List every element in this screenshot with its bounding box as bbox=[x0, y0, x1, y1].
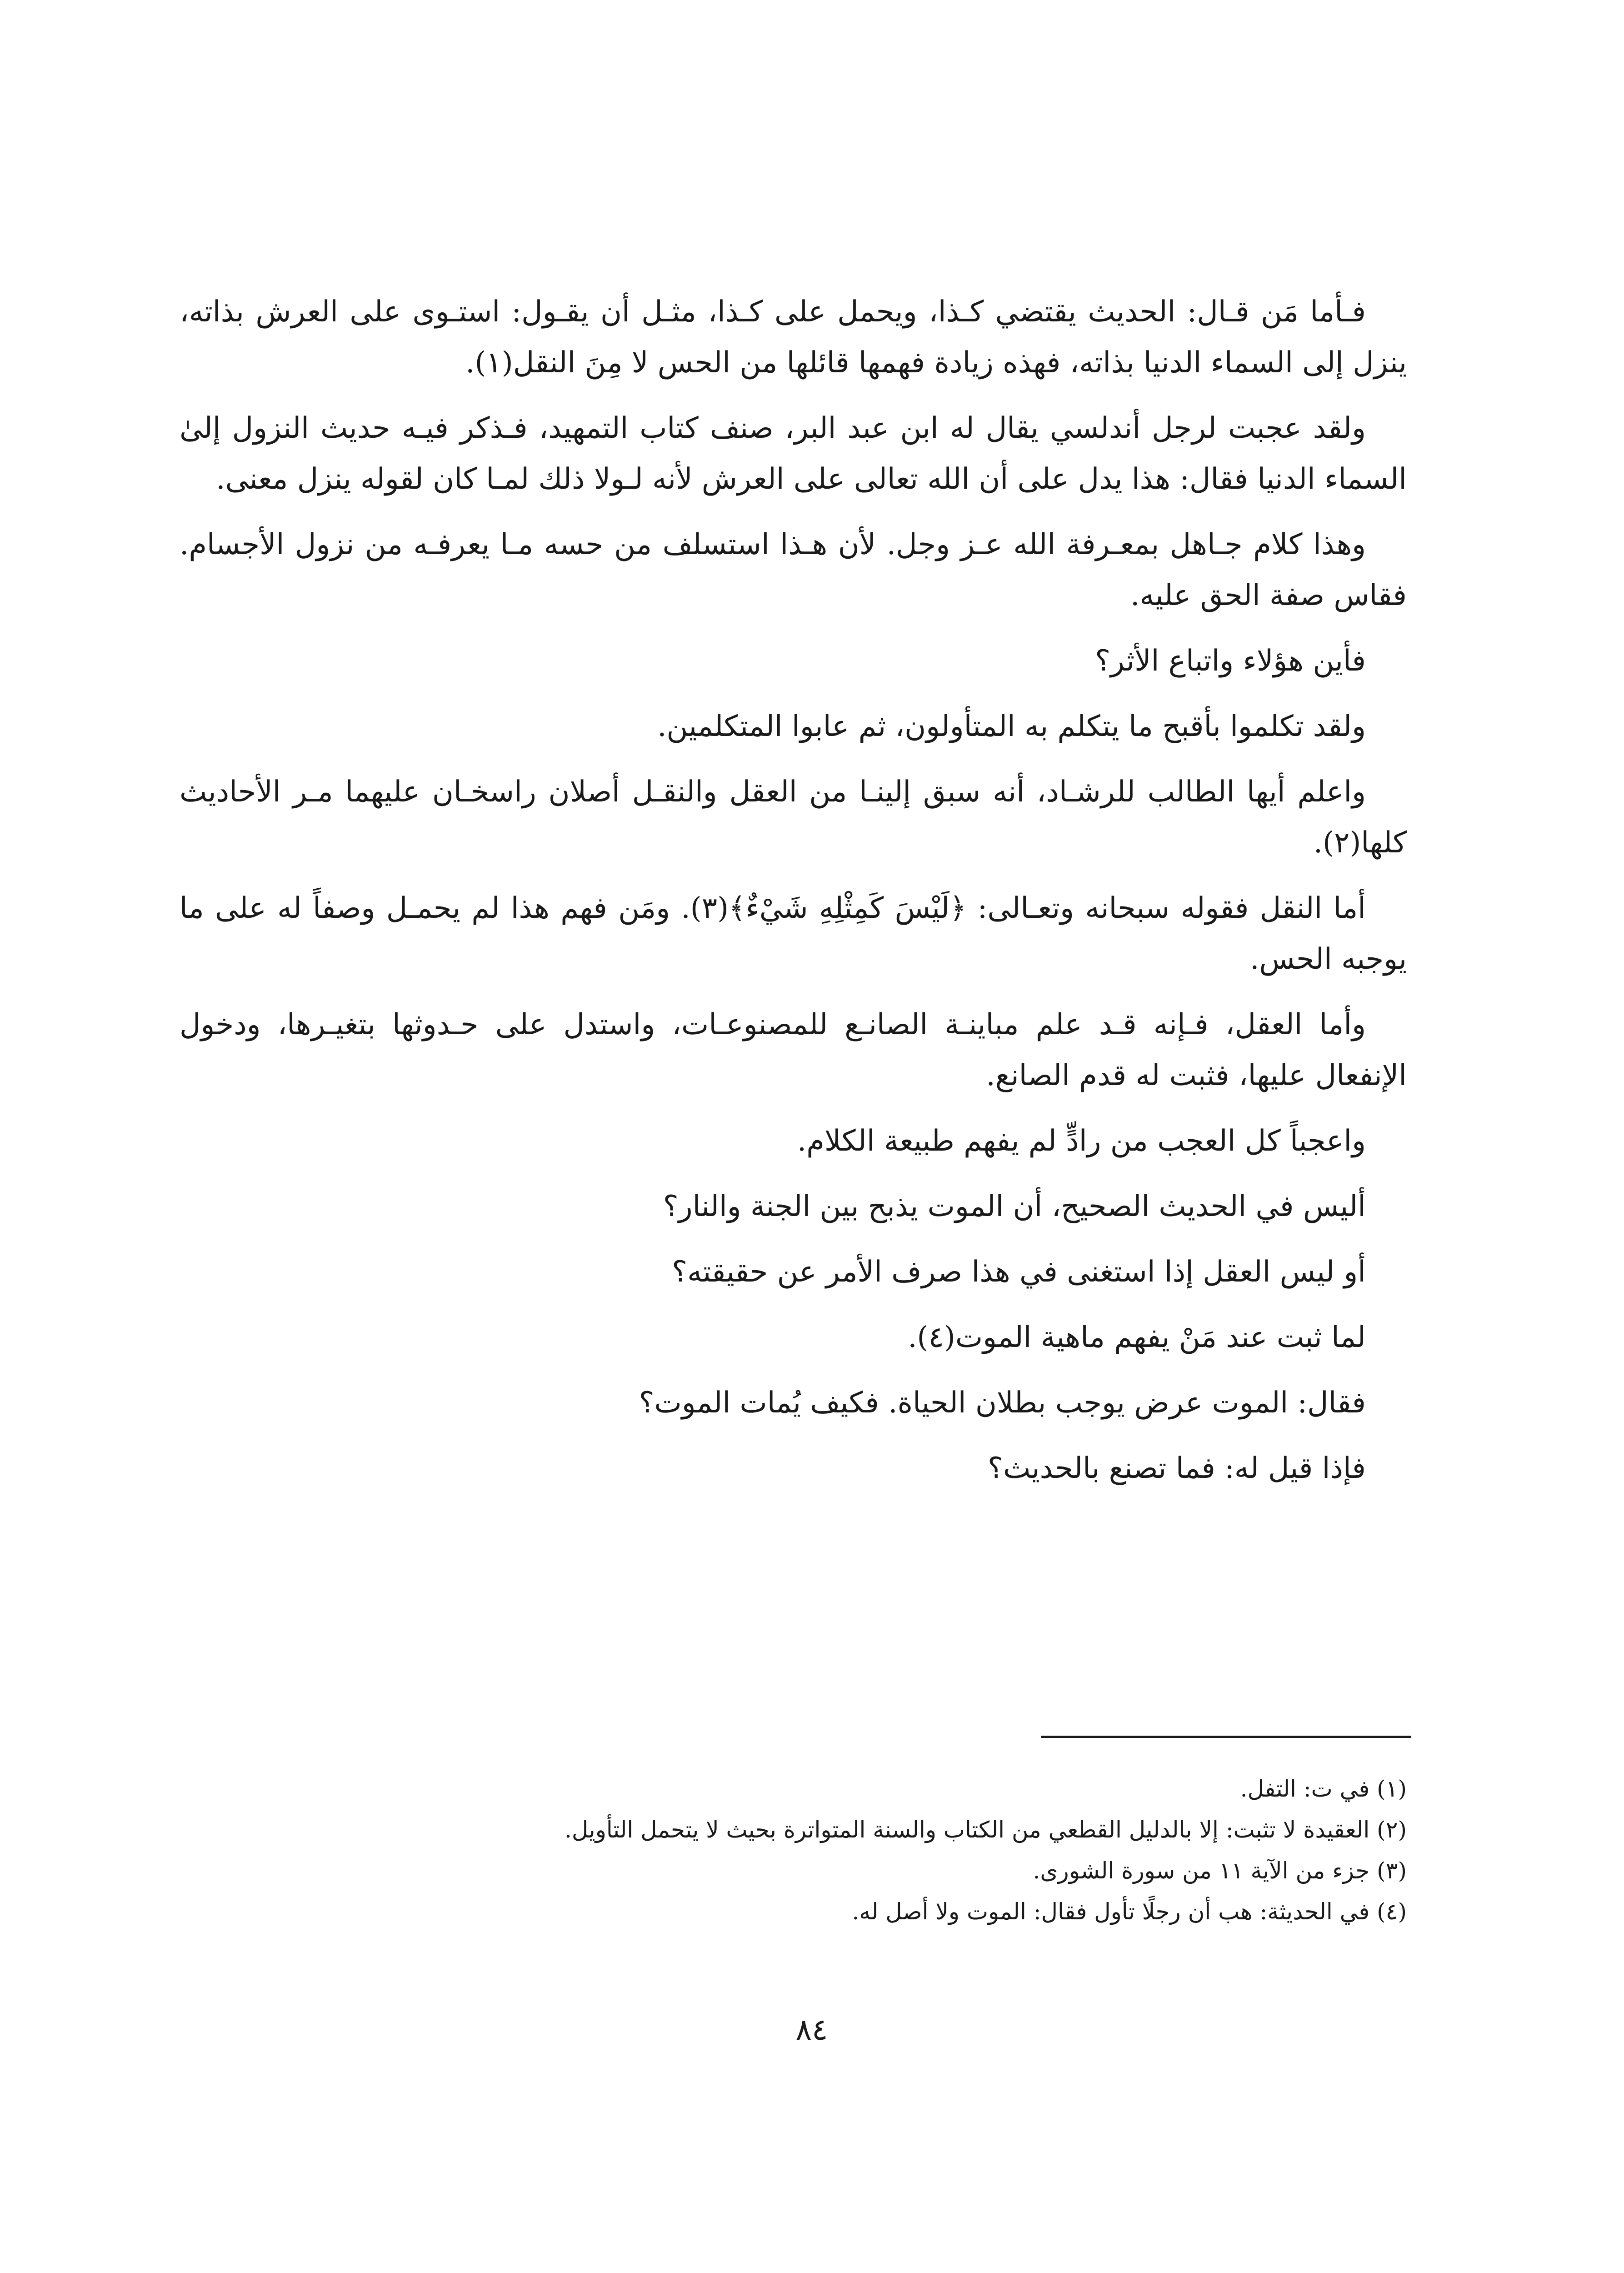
footnote: (٢) العقيدة لا تثبت: إلا بالدليل القطعي من الكتاب والسنة المتواترة بحيث لا يتحمل التأويل. bbox=[565, 1817, 1407, 1843]
paragraph: فقال: الموت عرض يوجب بطلان الحياة. فكيف يُمات الموت؟ bbox=[639, 1386, 1366, 1420]
footnote: (١) في ت: التفل. bbox=[1240, 1776, 1407, 1802]
paragraph: لما ثبت عند مَنْ يفهم ماهية الموت(٤). bbox=[908, 1321, 1366, 1354]
footnote-separator bbox=[1041, 1736, 1411, 1738]
paragraph: وهذا كلام جـاهل بمعـرفة الله عـز وجل. لأن هـذا استسلف من حسه مـا يعرفـه من نزول الأجسام. فقاس صفة الحق عليه. bbox=[180, 528, 1407, 612]
footnote: (٣) جزء من الآية ١١ من سورة الشورى. bbox=[1033, 1857, 1407, 1884]
paragraph: أليس في الحديث الصحيح، أن الموت يذبح بين الجنة والنار؟ bbox=[663, 1190, 1366, 1223]
main-text bbox=[180, 286, 1407, 1508]
paragraph: فإذا قيل له: فما تصنع بالحديث؟ bbox=[988, 1452, 1366, 1485]
paragraph: واعجباً كل العجب من رادٍّ لم يفهم طبيعة الكلام. bbox=[797, 1124, 1366, 1158]
paragraph: فأين هؤلاء واتباع الأثر؟ bbox=[1095, 644, 1366, 678]
paragraph: واعلم أيها الطالب للرشـاد، أنه سبق إلينـا من العقل والنقـل أصلان راسخـان عليهما مـر الأحاديث كلها(٢). bbox=[180, 775, 1407, 860]
paragraph: ولقد تكلموا بأقبح ما يتكلم به المتأولون، ثم عابوا المتكلمين. bbox=[657, 710, 1366, 743]
paragraph: فـأما مَن قـال: الحديث يقتضي كـذا، ويحمل على كـذا، مثـل أن يقـول: استـوى على العرش بذاته، ينزل إلى السماء الدنيا بذاته، فهذه زيادة فهمها قائلها من الحس لا مِنَ النقل(١). bbox=[180, 295, 1407, 380]
paragraph: وأما العقل، فـإنه قـد علم مباينـة الصانـع للمصنوعـات، واستدل على حـدوثها بتغيـرها، ودخول الإنفعال عليها، فثبت له قدم الصانع. bbox=[180, 1008, 1407, 1092]
footnotes bbox=[180, 1768, 1407, 1932]
paragraph: أما النقل فقوله سبحانه وتعـالى: ﴿لَيْسَ كَمِثْلِهِ شَيْءٌ﴾(٣). ومَن فهم هذا لم يحمـل وصفاً له على ما يوجبه الحس. bbox=[180, 891, 1407, 976]
footnote: (٤) في الحديثة: هب أن رجلًا تأول فقال: الموت ولا أصل له. bbox=[852, 1898, 1407, 1925]
page-number: ٨٤ bbox=[795, 2012, 828, 2047]
paragraph: أو ليس العقل إذا استغنى في هذا صرف الأمر عن حقيقته؟ bbox=[672, 1255, 1366, 1289]
paragraph: ولقد عجبت لرجل أندلسي يقال له ابن عبد البر، صنف كتاب التمهيد، فـذكر فيـه حديث النزول إلىٰ السماء الدنيا فقال: هذا يدل على أن الله تعالى على العرش لأنه لـولا ذلك لمـا كان لقوله ينزل معنى. bbox=[180, 411, 1407, 496]
